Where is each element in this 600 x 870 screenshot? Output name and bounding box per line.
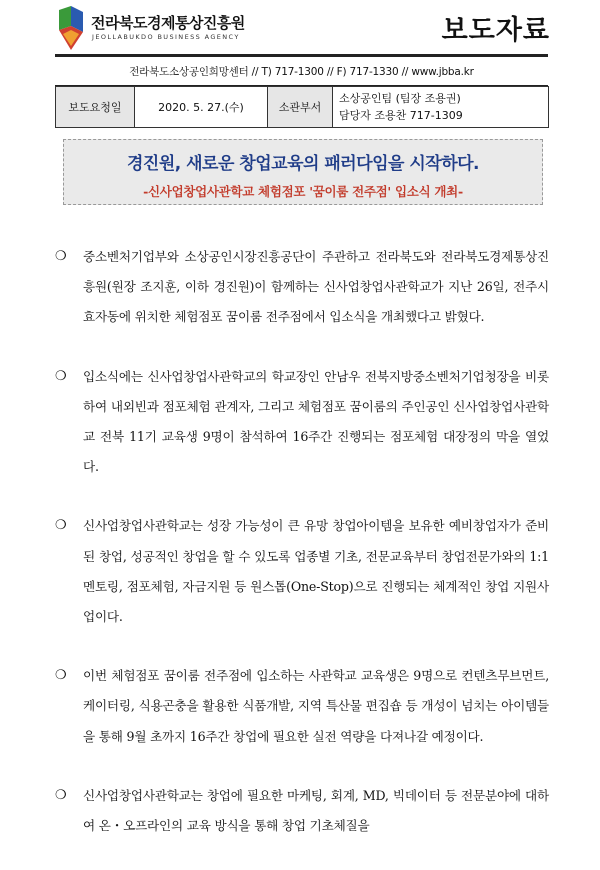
paragraph-text: 신사업창업사관학교는 창업에 필요한 마케팅, 회계, MD, 빅데이터 등 전문분야에 대하여 온・오프라인의 교육 방식을 통해 창업 기초체질을	[83, 787, 549, 834]
dept-label: 소관부서	[268, 87, 333, 128]
header	[55, 4, 550, 52]
bullet-icon: ❍	[55, 787, 67, 803]
headline-box	[63, 139, 543, 205]
date-label: 보도요청일	[56, 87, 135, 128]
paragraph	[55, 661, 549, 752]
headline: 경진원, 새로운 창업교육의 패러다임을 시작하다.	[126, 154, 480, 174]
dept-contact: 담당자 조용찬 717-1309	[339, 109, 463, 122]
agency-logo-icon	[55, 6, 87, 50]
contact-bar: 전라북도소상공인희망센터 // T) 717-1300 // F) 717-1330 // www.jbba.kr	[55, 54, 548, 86]
paragraph	[55, 781, 549, 841]
dept-team: 소상공인팀 (팀장 조용권)	[339, 92, 461, 105]
org-name-korean: 전라북도경제통상진흥원	[91, 14, 245, 32]
document-type-title: 보도자료	[441, 15, 550, 46]
paragraph	[55, 242, 549, 333]
bullet-icon: ❍	[55, 249, 67, 264]
info-table	[55, 86, 549, 128]
article-body	[55, 242, 549, 870]
date-value: 2020. 5. 27.(수)	[135, 87, 268, 128]
paragraph	[55, 362, 549, 483]
bullet-icon: ❍	[55, 518, 67, 534]
paragraph-text: 중소벤처기업부와 소상공인시장진흥공단이 주관하고 전라북도와 전라북도경제통상진흥원(원장 조지훈, 이하 경진원)이 함께하는 신사업창업사관학교가 지난 26일, 전주시 효자동에 위치한 체험점포 꿈이룸 전주점에서 입소식을 개최했다고 밝혔다.	[83, 249, 549, 325]
paragraph	[55, 511, 549, 632]
dept-value	[333, 87, 549, 128]
bullet-icon: ❍	[55, 368, 67, 384]
paragraph-text: 이번 체험점포 꿈이룸 전주점에 입소하는 사관학교 교육생은 9명으로 컨텐츠무브먼트, 케이터링, 식용곤충을 활용한 식품개발, 지역 특산물 편집숍 등 개성이 넘치는 아이템들을 통해 9월 초까지 16주간 창업에 필요한 실전 역량을 다져나갈 예정이다.	[83, 668, 549, 744]
subheadline: -신사업창업사관학교 체험점포 '꿈이룸 전주점' 입소식 개최-	[143, 184, 463, 199]
org-name-english: JEOLLABUKDO BUSINESS AGENCY	[92, 33, 240, 41]
bullet-icon: ❍	[55, 668, 67, 684]
paragraph-text: 입소식에는 신사업창업사관학교의 학교장인 안남우 전북지방중소벤처기업청장을 비롯하여 내외빈과 점포체험 관계자, 그리고 체험점포 꿈이룸의 주인공인 신사업창업사관학교 전북 11기 교육생 9명이 참석하여 16주간 진행되는 점포체험 대장정의 막을 열었다.	[83, 368, 549, 475]
paragraph-text: 신사업창업사관학교는 성장 가능성이 큰 유망 창업아이템을 보유한 예비창업자가 준비된 창업, 성공적인 창업을 할 수 있도록 업종별 기초, 전문교육부터 창업전문가와의 1:1 멘토링, 점포체험, 자금지원 등 원스톱(One-Stop)으로 진행되는 체계적인 창업 지원사업이다.	[83, 518, 549, 625]
